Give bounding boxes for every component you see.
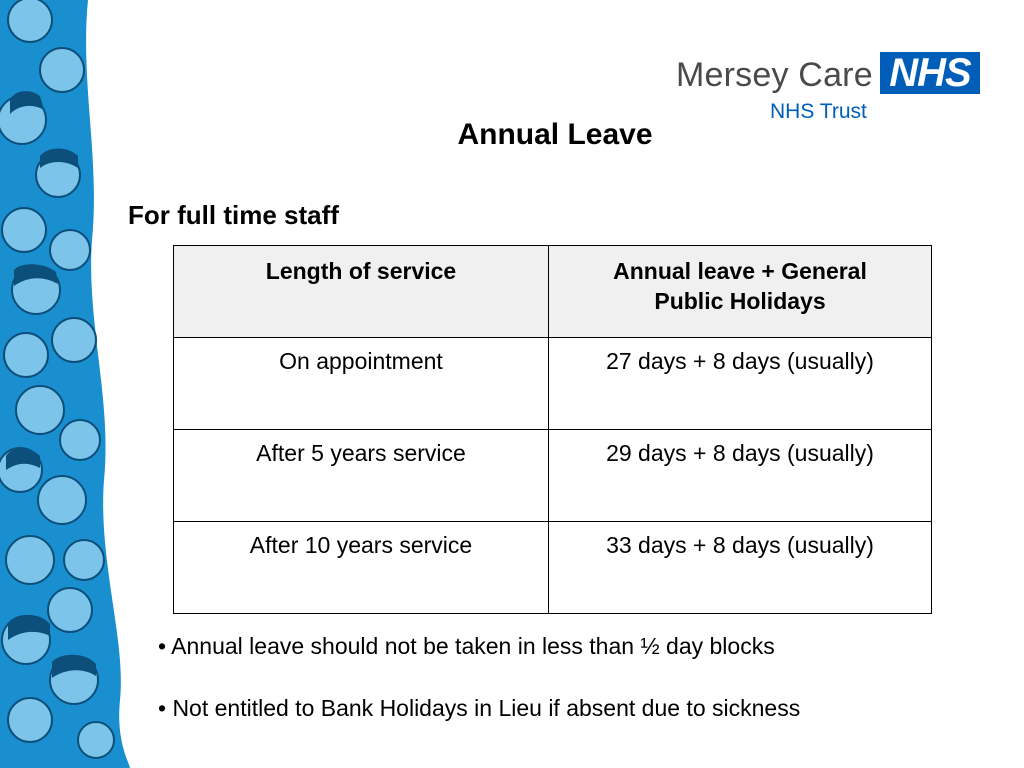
table-cell: After 10 years service: [174, 522, 549, 614]
table-cell: After 5 years service: [174, 430, 549, 522]
table-header-row: [174, 246, 932, 338]
table-cell: 27 days + 8 days (usually): [549, 338, 932, 430]
bullet-item: • Not entitled to Bank Holidays in Lieu if absent due to sickness: [158, 695, 801, 721]
page-title: Annual Leave: [457, 118, 653, 151]
table-cell: 29 days + 8 days (usually): [549, 430, 932, 522]
annual-leave-table: [173, 245, 932, 614]
nhs-badge: NHS: [880, 52, 980, 94]
table-cell: On appointment: [174, 338, 549, 430]
mersey-care-logo: [672, 52, 984, 128]
logo-trust-name: NHS Trust: [770, 100, 867, 123]
table-row: [174, 522, 932, 614]
header-length-of-service: Length of service: [174, 246, 549, 338]
table-row: [174, 338, 932, 430]
table-row: [174, 430, 932, 522]
header-annual-leave: Annual leave + General Public Holidays: [549, 246, 932, 338]
table-cell: 33 days + 8 days (usually): [549, 522, 932, 614]
people-crowd-illustration: [0, 0, 135, 768]
bullet-list: [158, 633, 800, 725]
bullet-item: • Annual leave should not be taken in less than ½ day blocks: [158, 633, 775, 659]
logo-org-name: Mersey Care: [676, 56, 873, 94]
section-subtitle: For full time staff: [128, 200, 339, 230]
